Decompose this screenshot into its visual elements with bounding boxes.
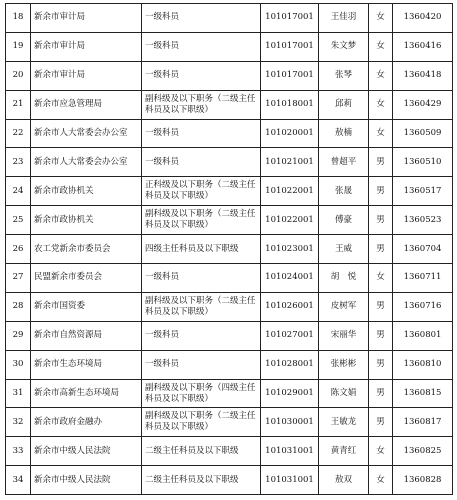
- row-index-cell: 33: [6, 437, 31, 466]
- table-row: [6, 148, 453, 177]
- unit-name-cell: 新余市应急管理局: [31, 90, 142, 119]
- exam-number-cell: 1360711: [393, 264, 453, 293]
- table-row: [6, 4, 453, 33]
- position-title-cell: 四级主任科员及以下职级: [142, 235, 261, 264]
- row-index-cell: 29: [6, 321, 31, 350]
- person-name-cell: 王威: [319, 235, 369, 264]
- personnel-table: [5, 3, 453, 495]
- person-name-cell: 朱文梦: [319, 32, 369, 61]
- position-code-cell: 101022001: [261, 177, 319, 206]
- gender-cell: 女: [369, 119, 393, 148]
- exam-number-cell: 1360801: [393, 321, 453, 350]
- person-name-cell: 张晟: [319, 177, 369, 206]
- gender-cell: 女: [369, 90, 393, 119]
- exam-number-cell: 1360828: [393, 466, 453, 495]
- position-title-cell: 一级科员: [142, 350, 261, 379]
- person-name-cell: 宋丽华: [319, 321, 369, 350]
- table-row: [6, 466, 453, 495]
- table-body: [6, 4, 453, 495]
- unit-name-cell: 新余市中级人民法院: [31, 437, 142, 466]
- table-row: [6, 119, 453, 148]
- person-name-cell: 皮树军: [319, 292, 369, 321]
- unit-name-cell: 新余市审计局: [31, 4, 142, 33]
- position-title-cell: 一级科员: [142, 264, 261, 293]
- person-name-cell: 王佳羽: [319, 4, 369, 33]
- position-code-cell: 101029001: [261, 379, 319, 408]
- unit-name-cell: 农工党新余市委员会: [31, 235, 142, 264]
- unit-name-cell: 民盟新余市委员会: [31, 264, 142, 293]
- person-name-cell: 王敏龙: [319, 408, 369, 437]
- gender-cell: 女: [369, 264, 393, 293]
- table-row: [6, 90, 453, 119]
- gender-cell: 男: [369, 379, 393, 408]
- position-code-cell: 101030001: [261, 408, 319, 437]
- gender-cell: 男: [369, 206, 393, 235]
- unit-name-cell: 新余市政协机关: [31, 177, 142, 206]
- position-code-cell: 101027001: [261, 321, 319, 350]
- position-code-cell: 101020001: [261, 119, 319, 148]
- row-index-cell: 21: [6, 90, 31, 119]
- position-title-cell: 一级科员: [142, 119, 261, 148]
- person-name-cell: 敖楠: [319, 119, 369, 148]
- position-code-cell: 101031001: [261, 437, 319, 466]
- position-title-cell: 二级主任科员及以下职级: [142, 437, 261, 466]
- row-index-cell: 30: [6, 350, 31, 379]
- row-index-cell: 22: [6, 119, 31, 148]
- exam-number-cell: 1360509: [393, 119, 453, 148]
- row-index-cell: 19: [6, 32, 31, 61]
- gender-cell: 男: [369, 292, 393, 321]
- position-code-cell: 101031001: [261, 466, 319, 495]
- unit-name-cell: 新余市人大常委会办公室: [31, 119, 142, 148]
- unit-name-cell: 新余市生态环境局: [31, 350, 142, 379]
- table-row: [6, 437, 453, 466]
- exam-number-cell: 1360704: [393, 235, 453, 264]
- row-index-cell: 31: [6, 379, 31, 408]
- position-title-cell: 一级科员: [142, 321, 261, 350]
- row-index-cell: 23: [6, 148, 31, 177]
- person-name-cell: 胡 悦: [319, 264, 369, 293]
- table-row: [6, 350, 453, 379]
- table-row: [6, 292, 453, 321]
- row-index-cell: 28: [6, 292, 31, 321]
- position-code-cell: 101026001: [261, 292, 319, 321]
- unit-name-cell: 新余市审计局: [31, 32, 142, 61]
- exam-number-cell: 1360817: [393, 408, 453, 437]
- table-row: [6, 321, 453, 350]
- gender-cell: 男: [369, 350, 393, 379]
- position-code-cell: 101017001: [261, 4, 319, 33]
- gender-cell: 女: [369, 4, 393, 33]
- position-code-cell: 101017001: [261, 61, 319, 90]
- position-code-cell: 101028001: [261, 350, 319, 379]
- unit-name-cell: 新余市国资委: [31, 292, 142, 321]
- row-index-cell: 26: [6, 235, 31, 264]
- unit-name-cell: 新余市自然资源局: [31, 321, 142, 350]
- position-code-cell: 101018001: [261, 90, 319, 119]
- person-name-cell: 张琴: [319, 61, 369, 90]
- row-index-cell: 24: [6, 177, 31, 206]
- exam-number-cell: 1360810: [393, 350, 453, 379]
- gender-cell: 女: [369, 32, 393, 61]
- row-index-cell: 27: [6, 264, 31, 293]
- table-row: [6, 264, 453, 293]
- exam-number-cell: 1360429: [393, 90, 453, 119]
- table-row: [6, 235, 453, 264]
- position-title-cell: 正科级及以下职务（二级主任科员及以下职级）: [142, 177, 261, 206]
- position-title-cell: 二级主任科员及以下职级: [142, 466, 261, 495]
- position-code-cell: 101021001: [261, 148, 319, 177]
- position-title-cell: 一级科员: [142, 61, 261, 90]
- exam-number-cell: 1360825: [393, 437, 453, 466]
- exam-number-cell: 1360517: [393, 177, 453, 206]
- exam-number-cell: 1360815: [393, 379, 453, 408]
- person-name-cell: 邱莉: [319, 90, 369, 119]
- exam-number-cell: 1360523: [393, 206, 453, 235]
- position-title-cell: 副科级及以下职务（四级主任科员及以下职级）: [142, 379, 261, 408]
- position-code-cell: 101022001: [261, 206, 319, 235]
- table-row: [6, 379, 453, 408]
- position-title-cell: 副科级及以下职务（二级主任科员及以下职级）: [142, 206, 261, 235]
- position-title-cell: 副科级及以下职务（二级主任科员及以下职级）: [142, 408, 261, 437]
- unit-name-cell: 新余市高新生态环境局: [31, 379, 142, 408]
- row-index-cell: 20: [6, 61, 31, 90]
- position-title-cell: 副科级及以下职务（二级主任科员及以下职级）: [142, 90, 261, 119]
- person-name-cell: 敖双: [319, 466, 369, 495]
- position-title-cell: 副科级及以下职务（二级主任科员及以下职级）: [142, 292, 261, 321]
- gender-cell: 男: [369, 321, 393, 350]
- table-row: [6, 177, 453, 206]
- position-title-cell: 一级科员: [142, 32, 261, 61]
- unit-name-cell: 新余市中级人民法院: [31, 466, 142, 495]
- unit-name-cell: 新余市审计局: [31, 61, 142, 90]
- person-name-cell: 黄青红: [319, 437, 369, 466]
- position-code-cell: 101023001: [261, 235, 319, 264]
- unit-name-cell: 新余市政府金融办: [31, 408, 142, 437]
- row-index-cell: 34: [6, 466, 31, 495]
- gender-cell: 男: [369, 235, 393, 264]
- row-index-cell: 25: [6, 206, 31, 235]
- exam-number-cell: 1360510: [393, 148, 453, 177]
- gender-cell: 女: [369, 437, 393, 466]
- position-title-cell: 一级科员: [142, 4, 261, 33]
- row-index-cell: 18: [6, 4, 31, 33]
- table-row: [6, 408, 453, 437]
- position-title-cell: 一级科员: [142, 148, 261, 177]
- gender-cell: 男: [369, 177, 393, 206]
- person-name-cell: 曾超平: [319, 148, 369, 177]
- unit-name-cell: 新余市人大常委会办公室: [31, 148, 142, 177]
- exam-number-cell: 1360416: [393, 32, 453, 61]
- gender-cell: 女: [369, 61, 393, 90]
- person-name-cell: 傅豪: [319, 206, 369, 235]
- table-row: [6, 32, 453, 61]
- person-name-cell: 张彬彬: [319, 350, 369, 379]
- gender-cell: 女: [369, 466, 393, 495]
- exam-number-cell: 1360716: [393, 292, 453, 321]
- person-name-cell: 陈文娟: [319, 379, 369, 408]
- unit-name-cell: 新余市政协机关: [31, 206, 142, 235]
- exam-number-cell: 1360420: [393, 4, 453, 33]
- exam-number-cell: 1360418: [393, 61, 453, 90]
- position-code-cell: 101024001: [261, 264, 319, 293]
- position-code-cell: 101017001: [261, 32, 319, 61]
- gender-cell: 男: [369, 148, 393, 177]
- gender-cell: 男: [369, 408, 393, 437]
- table-row: [6, 206, 453, 235]
- row-index-cell: 32: [6, 408, 31, 437]
- table-row: [6, 61, 453, 90]
